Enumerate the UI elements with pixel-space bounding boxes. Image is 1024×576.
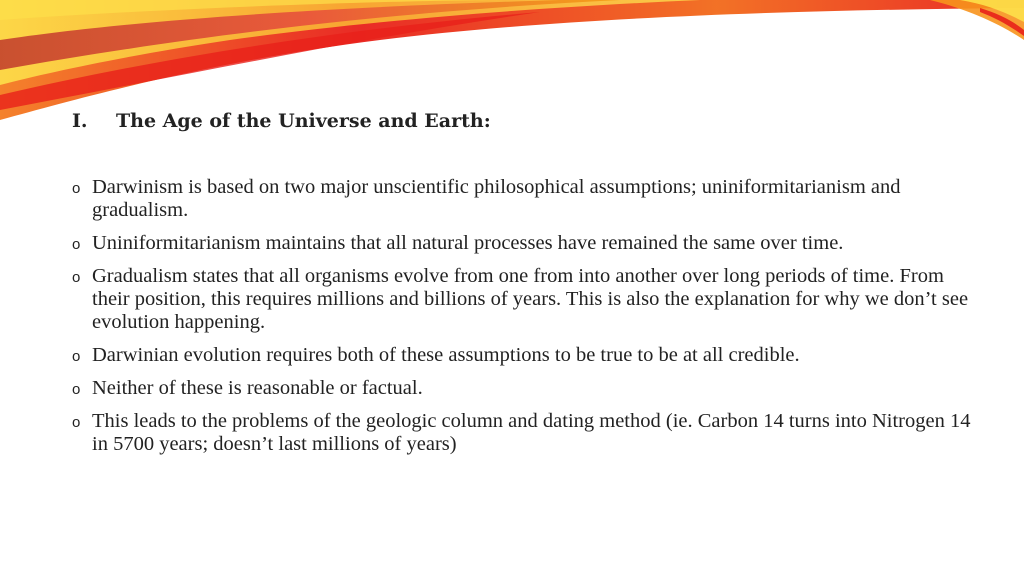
bullet-marker-icon: o	[72, 236, 81, 253]
bullet-item	[72, 344, 972, 367]
bullet-marker-icon: o	[72, 269, 81, 286]
bullet-item	[72, 377, 972, 400]
heading-number: I.	[72, 110, 88, 132]
bullet-item	[72, 176, 972, 222]
bullet-item	[72, 410, 972, 456]
bullet-marker-icon: o	[72, 381, 81, 398]
bullet-text: Uniniformitarianism maintains that all natural processes have remained the same over time.	[92, 232, 844, 254]
bullet-marker-icon: o	[72, 180, 81, 197]
slide-heading	[72, 110, 491, 132]
bullet-list	[72, 176, 972, 466]
bullet-text: This leads to the problems of the geologic column and dating method (ie. Carbon 14 turns into Nitrogen 14 in 5700 years; doesn’t last millions of years)	[92, 410, 971, 455]
bullet-marker-icon: o	[72, 414, 81, 431]
bullet-text: Gradualism states that all organisms evolve from one from into another over long periods of time. From their position, this requires millions and billions of years. This is also the explanation for why we don’t see evolution happening.	[92, 265, 969, 333]
bullet-text: Neither of these is reasonable or factual.	[92, 377, 423, 399]
bullet-item	[72, 265, 972, 334]
bullet-marker-icon: o	[72, 348, 81, 365]
heading-text: The Age of the Universe and Earth:	[116, 110, 491, 132]
bullet-text: Darwinism is based on two major unscientific philosophical assumptions; uniniformitarianism and gradualism.	[92, 176, 901, 221]
bullet-item	[72, 232, 972, 255]
bullet-text: Darwinian evolution requires both of these assumptions to be true to be at all credible.	[92, 344, 800, 366]
